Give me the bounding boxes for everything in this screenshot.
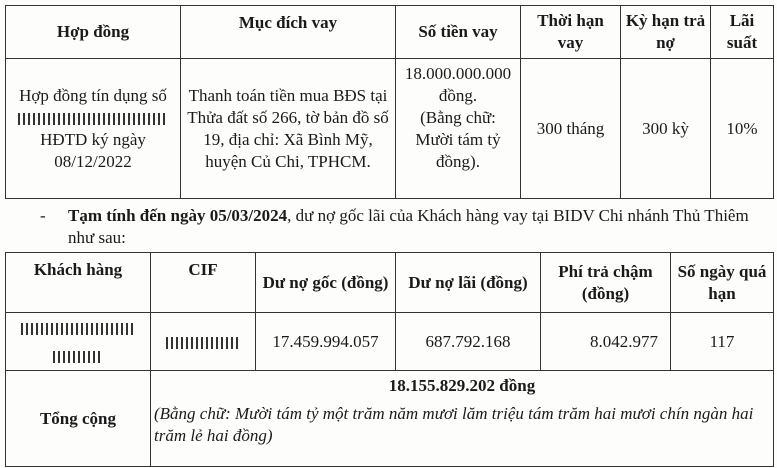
total-amount: 18.155.829.202 đồng [388,376,536,395]
amount: 18.000.000.000 đồng. [404,64,512,105]
header-periods: Kỳ hạn trả nợ [621,6,711,59]
debt-summary-table [5,252,774,467]
header-interest: Dư nợ lãi (đồng) [396,253,541,313]
bullet-dash: - [40,206,46,225]
header-days-overdue: Số ngày quá hạn [671,253,774,313]
customer-cell [6,313,151,371]
header-customer: Khách hàng [6,253,151,313]
contract-cell [6,59,181,199]
header-principal: Dư nợ gốc (đồng) [256,253,396,313]
contract-suffix: HĐTD ký ngày 08/12/2022 [40,129,146,171]
header-purpose: Mục đích vay [181,6,396,59]
loan-contract-table [5,5,774,199]
header-late-fee: Phí trả chậm (đồng) [541,253,671,313]
cif-cell [151,313,256,371]
rate-cell: 10% [711,59,774,199]
late-fee-cell: 8.042.977 [541,313,671,371]
interest-cell: 687.792.168 [396,313,541,371]
amount-cell [396,59,521,199]
header-amount: Số tiền vay [396,6,521,59]
total-label: Tổng cộng [6,371,151,467]
paragraph-bold: Tạm tính đến ngày 05/03/2024 [68,206,288,225]
header-rate: Lãi suất [711,6,774,59]
total-cell [151,371,774,467]
amount-words: (Bằng chữ: Mười tám tỷ đồng). [415,108,501,171]
purpose-cell: Thanh toán tiền mua BĐS tại Thửa đất số 266, tờ bản đồ số 19, địa chỉ: Xã Bình Mỹ, huyện Củ Chi, TPHCM. [181,59,396,199]
header-contract: Hợp đồng [6,6,181,59]
term-cell: 300 tháng [521,59,621,199]
total-words: (Bằng chữ: Mười tám tỷ một trăm năm mươi lăm triệu tám trăm hai mươi chín ngàn hai trăm lẻ hai đồng) [154,404,754,445]
header-cif: CIF [151,253,256,313]
principal-cell: 17.459.994.057 [256,313,396,371]
days-overdue-cell: 117 [671,313,774,371]
paragraph-rest: , dư nợ gốc lãi của Khách hàng vay tại BIDV Chi nhánh Thủ Thiêm như sau: [68,206,749,247]
header-term: Thời hạn vay [521,6,621,59]
periods-cell: 300 kỳ [621,59,711,199]
contract-prefix: Hợp đồng tín dụng số [19,85,167,105]
redacted-contract-number [9,107,177,129]
debt-paragraph [40,205,770,249]
